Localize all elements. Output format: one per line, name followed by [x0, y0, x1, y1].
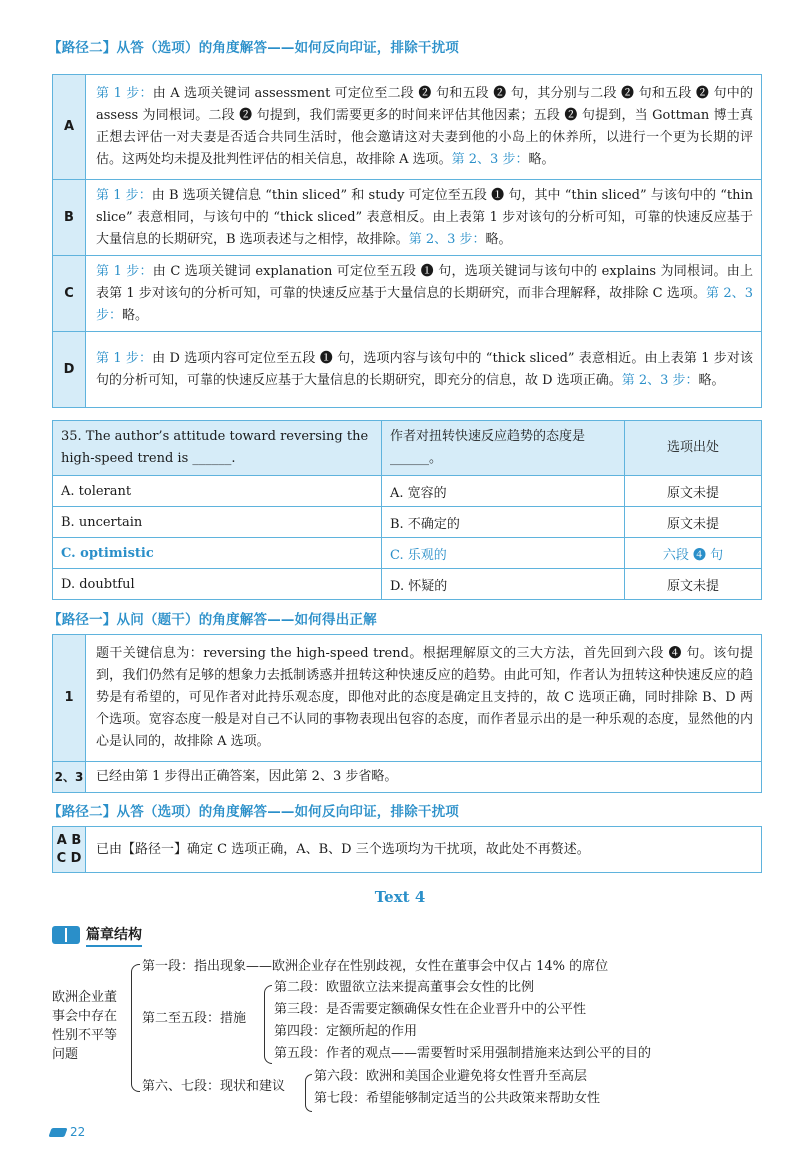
option-en: C. optimistic — [53, 538, 382, 569]
page-footer — [50, 1125, 85, 1139]
step-text: 题干关键信息为：reversing the high-speed trend。根据理解原文的三大方法，首先回到六段 ❹ 句。该句提到，我们仍然有足够的想象力去抵制诱惑并扭转这种快速反应的趋势。由此可知，作者认为扭转这种快速反应的趋势是有希望的，可见作者对此持乐观态度，即他对此的态度是确定且支持的，故 C 选项正确，同时排除 B、D 两个选项。宽容态度一般是对自己不认同的事物表现出包容的态度，而作者显示出的是一种乐观的态度，显然他的内心是认同的，故排除 A 选项。 — [86, 635, 762, 762]
option-label: D — [53, 332, 86, 408]
structure-label: 篇章结构 — [86, 924, 142, 947]
option-cn: A. 宽容的 — [382, 476, 625, 507]
step-label: 2、3 — [53, 762, 86, 793]
table-row — [53, 827, 762, 873]
step-text: 已经由第 1 步得出正确答案，因此第 2、3 步省略。 — [86, 762, 762, 793]
question-table — [52, 420, 762, 600]
route2-heading-bottom: 【路径二】从答（选项）的角度解答——如何反向印证，排除干扰项 — [48, 804, 459, 820]
option-cn: C. 乐观的 — [382, 538, 625, 569]
structure-p7: 第七段：希望能够制定适当的公共政策来帮助女性 — [314, 1091, 601, 1106]
option-source: 原文未提 — [625, 476, 762, 507]
option-source: 原文未提 — [625, 507, 762, 538]
table-row — [53, 569, 762, 600]
table-row-correct — [53, 538, 762, 569]
structure-p2: 第二段：欧盟欲立法来提高董事会女性的比例 — [274, 980, 535, 995]
structure-p6: 第六段：欧洲和美国企业避免将女性晋升至高层 — [314, 1069, 588, 1084]
page-number: 22 — [70, 1125, 86, 1139]
question-stem-en: 35. The author’s attitude toward reversing the high-speed trend is ______. — [53, 421, 382, 476]
option-en: D. doubtful — [53, 569, 382, 600]
structure-p3: 第三段：是否需要定额确保女性在企业晋升中的公平性 — [274, 1002, 587, 1017]
option-cn: B. 不确定的 — [382, 507, 625, 538]
structure-header — [52, 924, 142, 946]
table-row — [53, 635, 762, 762]
structure-p4: 第四段：定额所起的作用 — [274, 1024, 418, 1039]
p6-7-brace — [305, 1074, 312, 1112]
option-analysis-table — [52, 74, 762, 408]
option-en: A. tolerant — [53, 476, 382, 507]
text4-title: Text 4 — [374, 888, 426, 906]
structure-p1: 第一段：指出现象——欧洲企业存在性别歧视，女性在董事会中仅占 14% 的席位 — [142, 959, 609, 974]
option-group-label: A B C D — [53, 827, 86, 873]
option-analysis-text: 第 1 步：由 B 选项关键信息 “thin sliced” 和 study 可定位至五段 ❶ 句，其中 “thin sliced” 与该句中的 “thin slice” 表意相同，与该句中的 “thick sliced” 表意相反。由上表第 1 步对该句的分析可知，可靠的快速反应基于大量信息的长期研究，B 选项表述与之相悖，故排除。第 2、3 步：略。 — [86, 180, 762, 256]
table-row — [53, 75, 762, 180]
table-row — [53, 507, 762, 538]
option-analysis-text: 第 1 步：由 D 选项内容可定位至五段 ❶ 句，选项内容与该句中的 “thick sliced” 表意相近。由上表第 1 步对该句的分析可知，可靠的快速反应基于大量信息的长期研究，即充分的信息，故 D 选项正确。第 2、3 步：略。 — [86, 332, 762, 408]
p2-5-brace — [264, 985, 272, 1064]
option-source: 六段 ❹ 句 — [625, 538, 762, 569]
table-row — [53, 180, 762, 256]
source-header: 选项出处 — [625, 421, 762, 476]
graduation-cap-icon — [48, 1128, 67, 1137]
option-label: C — [53, 256, 86, 332]
option-analysis-text: 第 1 步：由 C 选项关键词 explanation 可定位至五段 ❶ 句，选项关键词与该句中的 explains 为同根词。由上表第 1 步对该句的分析可知，可靠的快速反应基于大量信息的长期研究，而非合理解释，故排除 C 选项。第 2、3 步：略。 — [86, 256, 762, 332]
structure-p5: 第五段：作者的观点——需要暂时采用强制措施来达到公平的目的 — [274, 1046, 652, 1061]
option-source: 原文未提 — [625, 569, 762, 600]
route1-heading: 【路径一】从问（题干）的角度解答——如何得出正解 — [48, 612, 377, 628]
route2-heading-top: 【路径二】从答（选项）的角度解答——如何反向印证，排除干扰项 — [48, 40, 459, 56]
book-icon — [52, 926, 80, 944]
option-label: A — [53, 75, 86, 180]
structure-root: 欧洲企业董 事会中存在 性别不平等 问题 — [52, 990, 118, 1062]
option-analysis-text: 第 1 步：由 A 选项关键词 assessment 可定位至二段 ❷ 句和五段 ❷ 句，其分别与二段 ❷ 句和五段 ❷ 句中的 assess 为同根词。二段 ❷ 句提到，我们需要更多的时间来评估其他因素；五段 ❷ 句提到，当 Gottman 博士真正想去评估一对夫妻是否适合共同生活时，他会邀请这对夫妻到他的小岛上的休养所，以进行一个更为长期的评估。这两处均未提及批判性评估的相关信息，故排除 A 选项。第 2、3 步：略。 — [86, 75, 762, 180]
route2-table — [52, 826, 762, 873]
option-label: B — [53, 180, 86, 256]
route1-table — [52, 634, 762, 793]
route2-text: 已由【路径一】确定 C 选项正确，A、B、D 三个选项均为干扰项，故此处不再赘述。 — [86, 827, 762, 873]
step-label: 1 — [53, 635, 86, 762]
table-row — [53, 256, 762, 332]
structure-p2-5: 第二至五段：措施 — [142, 1011, 247, 1026]
structure-p6-7: 第六、七段：现状和建议 — [142, 1079, 286, 1094]
question-header-row — [53, 421, 762, 476]
table-row — [53, 762, 762, 793]
option-en: B. uncertain — [53, 507, 382, 538]
question-stem-cn: 作者对扭转快速反应趋势的态度是______。 — [382, 421, 625, 476]
table-row — [53, 332, 762, 408]
option-cn: D. 怀疑的 — [382, 569, 625, 600]
root-brace — [131, 964, 140, 1092]
table-row — [53, 476, 762, 507]
